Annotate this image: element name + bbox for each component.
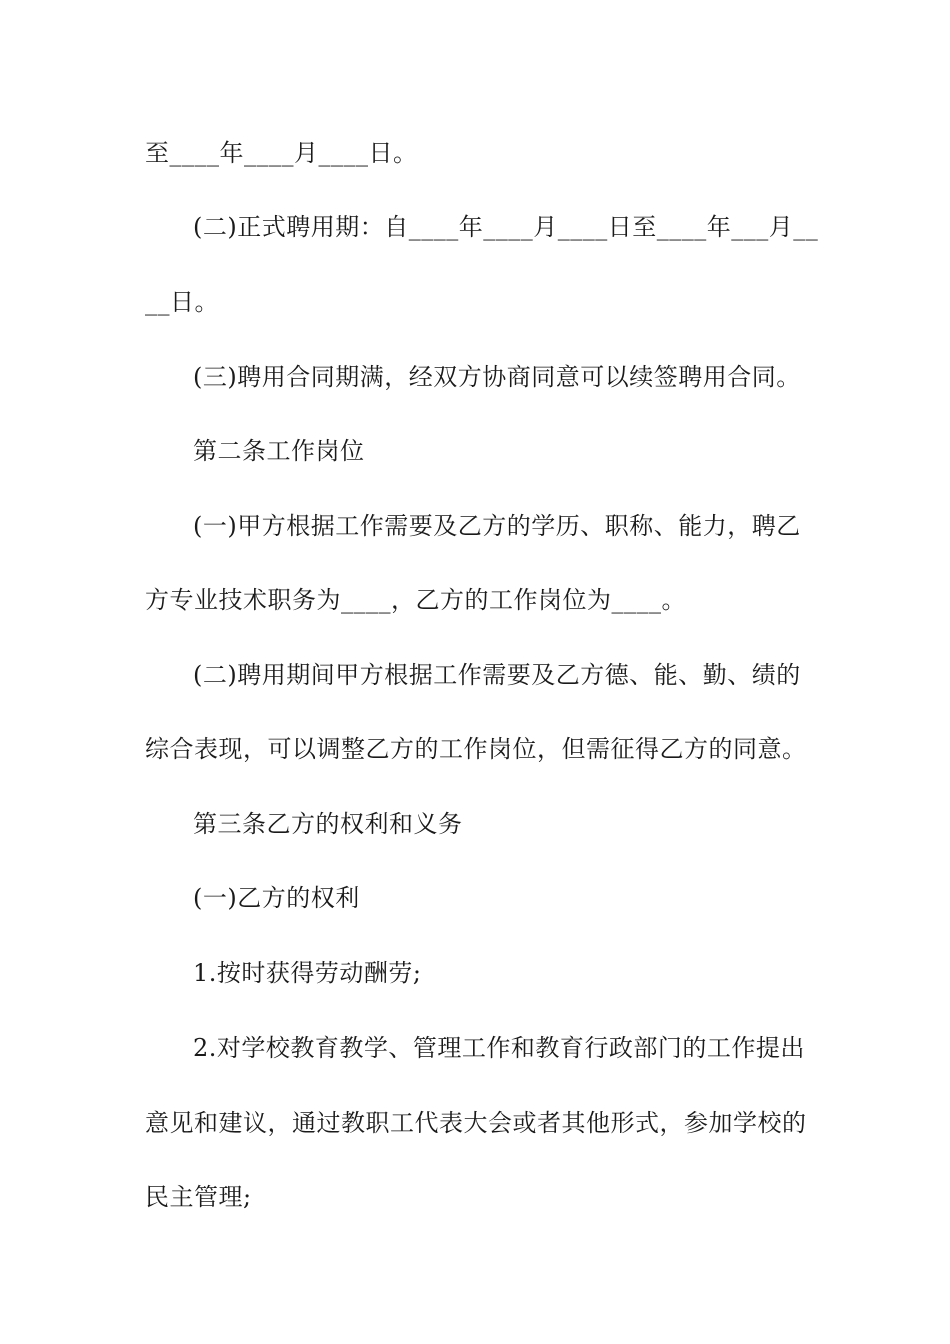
section-heading: 第三条乙方的权利和义务: [193, 810, 463, 838]
paragraph-line: 综合表现，可以调整乙方的工作岗位，但需征得乙方的同意。: [145, 735, 807, 763]
paragraph-line: 意见和建议，通过教职工代表大会或者其他形式，参加学校的: [145, 1109, 807, 1137]
paragraph-line: (二)正式聘用期：自____年____月____日至____年___月__: [193, 213, 819, 241]
paragraph-line: __日。: [145, 288, 219, 316]
paragraph-line: (三)聘用合同期满，经双方协商同意可以续签聘用合同。: [193, 363, 801, 391]
paragraph-line: (一)甲方根据工作需要及乙方的学历、职称、能力，聘乙: [193, 512, 801, 540]
section-heading: 第二条工作岗位: [193, 437, 365, 465]
list-item: 1.按时获得劳动酬劳;: [193, 959, 422, 987]
paragraph-line: 民主管理;: [145, 1183, 252, 1211]
subsection-heading: (一)乙方的权利: [193, 884, 360, 912]
paragraph-line: 方专业技术职务为____，乙方的工作岗位为____。: [145, 586, 686, 614]
paragraph-line: 至____年____月____日。: [145, 139, 418, 167]
paragraph-line: (二)聘用期间甲方根据工作需要及乙方德、能、勤、绩的: [193, 661, 801, 689]
list-item: 2.对学校教育教学、管理工作和教育行政部门的工作提出: [193, 1034, 805, 1062]
